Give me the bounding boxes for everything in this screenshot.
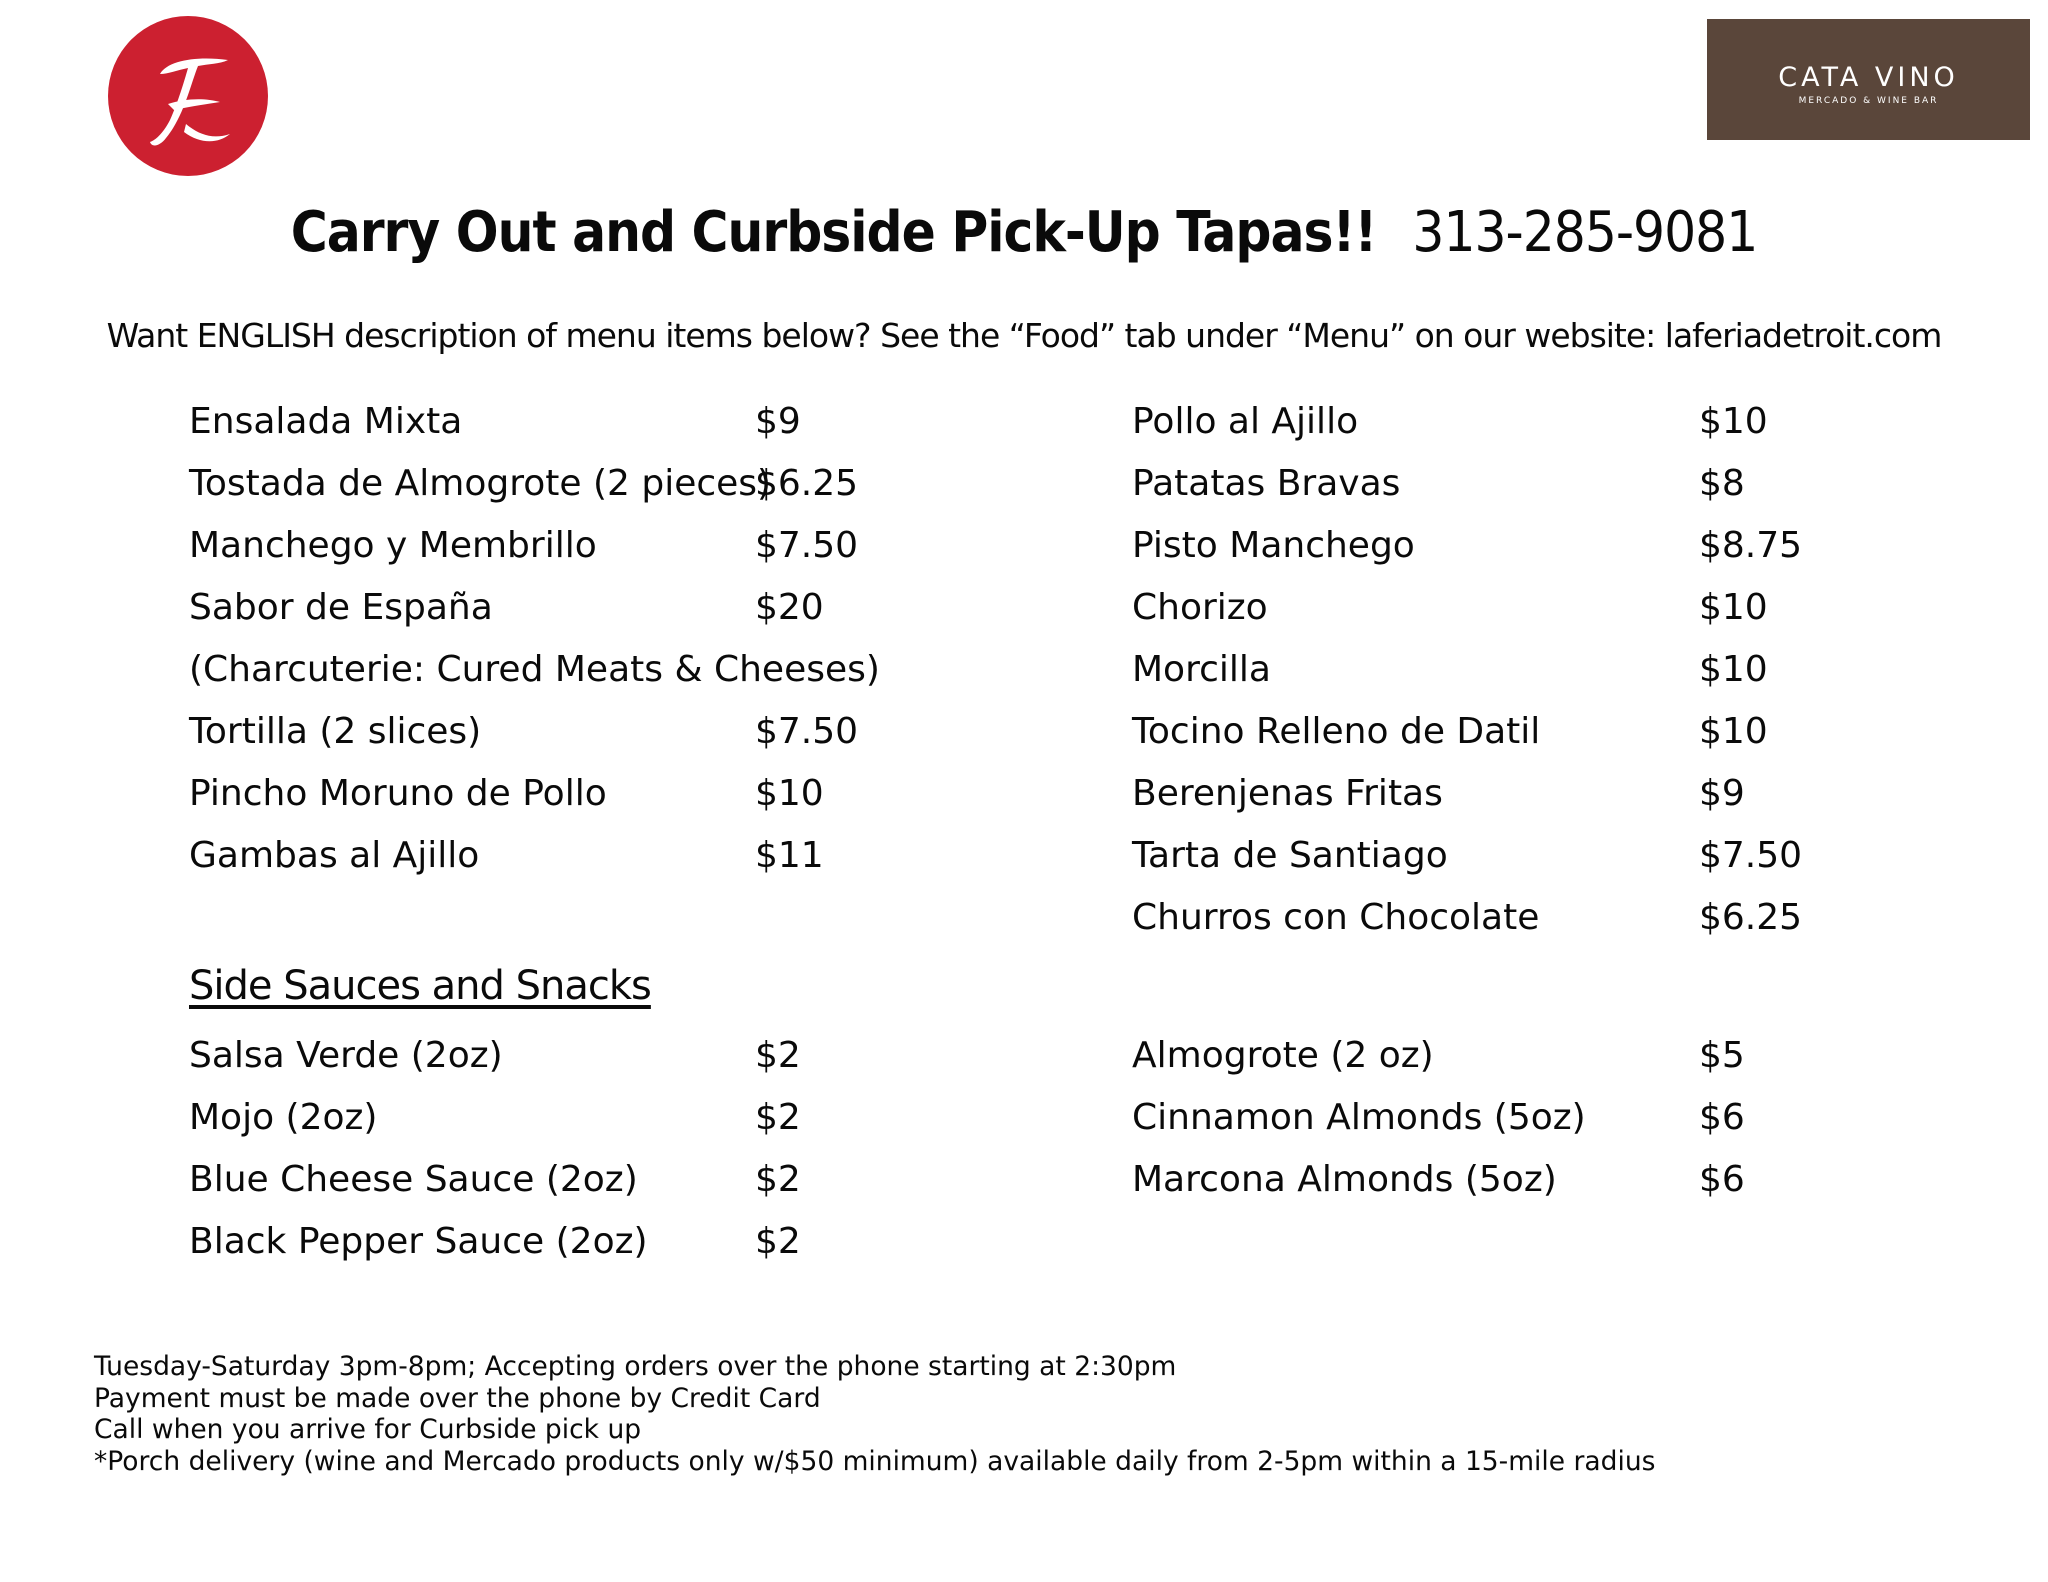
footer-notes bbox=[94, 1351, 1655, 1477]
item-name: Patatas Bravas bbox=[1132, 463, 1401, 504]
item-name: Pollo al Ajillo bbox=[1132, 401, 1359, 442]
item-name: Tocino Relleno de Datil bbox=[1132, 711, 1541, 752]
item-name: Pisto Manchego bbox=[1132, 525, 1415, 566]
item-name: Morcilla bbox=[1132, 649, 1271, 690]
item-price: $8 bbox=[1699, 463, 1745, 504]
item-price: $10 bbox=[1699, 587, 1768, 628]
item-name: Gambas al Ajillo bbox=[189, 835, 480, 876]
item-name: Churros con Chocolate bbox=[1132, 897, 1540, 938]
item-price: $2 bbox=[755, 1035, 801, 1076]
la-feria-logo bbox=[108, 16, 268, 176]
feria-f-icon bbox=[108, 16, 268, 176]
item-price: $9 bbox=[755, 401, 801, 442]
item-name: Cinnamon Almonds (5oz) bbox=[1132, 1097, 1586, 1138]
item-name: Pincho Moruno de Pollo bbox=[189, 773, 607, 814]
item-price: $10 bbox=[1699, 711, 1768, 752]
item-price: $6.25 bbox=[1699, 897, 1803, 938]
english-description-note: Want ENGLISH description of menu items below? See the “Food” tab under “Menu” on our website: laferiadetroit.com bbox=[106, 316, 1942, 355]
item-name: Marcona Almonds (5oz) bbox=[1132, 1159, 1557, 1200]
item-price: $8.75 bbox=[1699, 525, 1803, 566]
cata-vino-logo bbox=[1707, 19, 2030, 140]
item-name: Mojo (2oz) bbox=[189, 1097, 378, 1138]
item-price: $7.50 bbox=[755, 711, 859, 752]
cata-vino-brand: CATA VINO bbox=[1778, 62, 1959, 93]
item-price: $10 bbox=[755, 773, 824, 814]
sides-section-title: Side Sauces and Snacks bbox=[189, 963, 651, 1009]
item-price: $7.50 bbox=[755, 525, 859, 566]
hours-line: Tuesday-Saturday 3pm-8pm; Accepting orders over the phone starting at 2:30pm bbox=[94, 1351, 1177, 1382]
item-name: Tortilla (2 slices) bbox=[189, 711, 482, 752]
item-price: $7.50 bbox=[1699, 835, 1803, 876]
item-name: Tarta de Santiago bbox=[1132, 835, 1448, 876]
item-name: Chorizo bbox=[1132, 587, 1268, 628]
item-price: $6 bbox=[1699, 1097, 1745, 1138]
item-price: $2 bbox=[755, 1159, 801, 1200]
page-title bbox=[0, 200, 2048, 265]
item-name: Berenjenas Fritas bbox=[1132, 773, 1443, 814]
item-name: Tostada de Almogrote (2 pieces) bbox=[189, 463, 772, 504]
cata-vino-subtitle: MERCADO & WINE BAR bbox=[1798, 96, 1939, 106]
item-price: $10 bbox=[1699, 401, 1768, 442]
item-name: Blue Cheese Sauce (2oz) bbox=[189, 1159, 638, 1200]
item-price: $9 bbox=[1699, 773, 1745, 814]
item-name: Ensalada Mixta bbox=[189, 401, 463, 442]
curbside-line: Call when you arrive for Curbside pick up bbox=[94, 1414, 642, 1445]
item-price: $6 bbox=[1699, 1159, 1745, 1200]
item-name: Almogrote (2 oz) bbox=[1132, 1035, 1434, 1076]
item-name: Sabor de España bbox=[189, 587, 493, 628]
item-price: $2 bbox=[755, 1097, 801, 1138]
item-price: $20 bbox=[755, 587, 824, 628]
item-price: $10 bbox=[1699, 649, 1768, 690]
item-price: $11 bbox=[755, 835, 824, 876]
delivery-line: *Porch delivery (wine and Mercado products only w/$50 minimum) available daily from 2-5pm within a 15-mile radius bbox=[94, 1445, 1656, 1477]
item-name: Manchego y Membrillo bbox=[189, 525, 597, 566]
item-price: $6.25 bbox=[755, 463, 859, 504]
phone-number: 313-285-9081 bbox=[1412, 200, 1758, 265]
title-text: Carry Out and Curbside Pick-Up Tapas!! bbox=[290, 200, 1377, 265]
item-price: $2 bbox=[755, 1221, 801, 1262]
item-name: Black Pepper Sauce (2oz) bbox=[189, 1221, 648, 1262]
item-price: $5 bbox=[1699, 1035, 1745, 1076]
item-name: Salsa Verde (2oz) bbox=[189, 1035, 503, 1076]
payment-line: Payment must be made over the phone by Credit Card bbox=[94, 1382, 821, 1414]
item-name: (Charcuterie: Cured Meats & Cheeses) bbox=[189, 649, 880, 690]
